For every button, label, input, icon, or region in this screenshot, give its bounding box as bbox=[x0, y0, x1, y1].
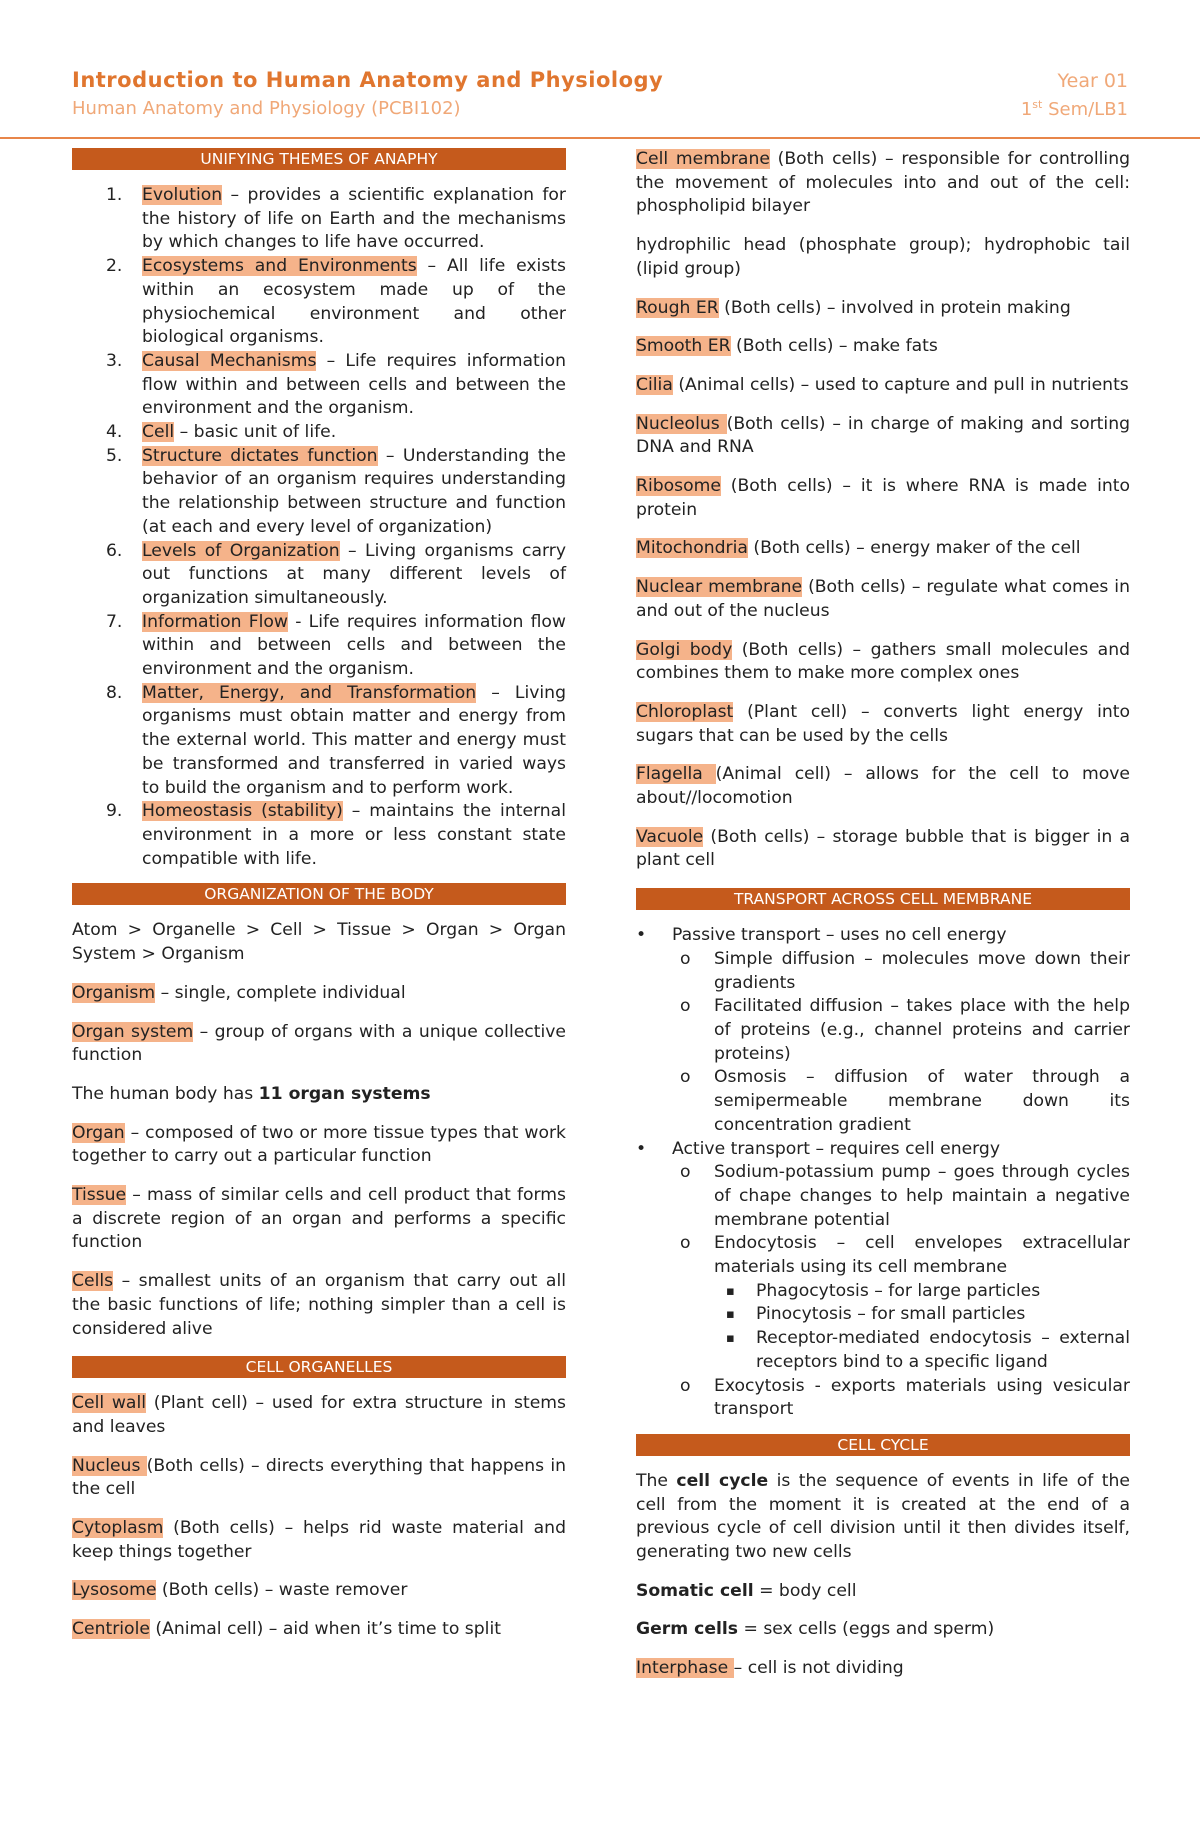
header-divider bbox=[0, 137, 1200, 139]
list-item: 5. Structure dictates function – Understanding the behavior of an organism requires understanding the relationship between structure and function (at each and every level of organization) bbox=[106, 445, 566, 537]
square-bullet-icon: ▪ bbox=[726, 1331, 735, 1347]
cell-cycle-intro: The cell cycle is the sequence of events in life of the cell from the moment it is created at the end of a previous cycle of cell division until it then divides itself, generating two new cells bbox=[636, 1470, 1130, 1563]
term-highlight: Levels of Organization bbox=[142, 540, 340, 561]
section-heading-organelles: CELL ORGANELLES bbox=[72, 1356, 566, 1378]
term-highlight: Homeostasis (stability) bbox=[142, 801, 343, 822]
list-item: 3. Causal Mechanisms – Life requires information flow within and between cells and between the environment and the organism. bbox=[106, 350, 566, 419]
list-item: o Osmosis – diffusion of water through a semipermeable membrane down its concentration gradient bbox=[680, 1067, 1130, 1135]
term-highlight: Structure dictates function bbox=[142, 445, 378, 466]
organelle-golgi-body: Golgi body (Both cells) – gathers small molecules and combines them to make more complex ones bbox=[636, 639, 1130, 684]
list-item: o Simple diffusion – molecules move down their gradients bbox=[680, 948, 1130, 993]
organelle-mitochondria: Mitochondria (Both cells) – energy maker of the cell bbox=[636, 538, 1081, 559]
bullet-icon: • bbox=[636, 925, 647, 946]
organelle-cell-wall: Cell wall (Plant cell) – used for extra structure in stems and leaves bbox=[72, 1393, 566, 1437]
organelle-nucleolus: Nucleolus (Both cells) – in charge of making and sorting DNA and RNA bbox=[636, 413, 1130, 458]
year-label: Year 01 bbox=[1057, 70, 1128, 92]
organelle-rough-er: Rough ER (Both cells) – involved in protein making bbox=[636, 297, 1071, 318]
term-highlight: Cell bbox=[142, 422, 175, 443]
definition-interphase: Interphase – cell is not dividing bbox=[636, 1658, 904, 1679]
organelle-vacuole: Vacuole (Both cells) – storage bubble that is bigger in a plant cell bbox=[636, 826, 1130, 871]
organelle-flagella: Flagella (Animal cell) – allows for the cell to move about//locomotion bbox=[636, 764, 1130, 809]
list-item: 2. Ecosystems and Environments – All life exists within an ecosystem made up of the physiochemical environment and other biological organisms. bbox=[106, 256, 566, 348]
circle-bullet-icon: o bbox=[680, 1375, 691, 1396]
organ-system-count: The human body has 11 organ systems bbox=[72, 1083, 431, 1104]
circle-bullet-icon: o bbox=[680, 1233, 691, 1254]
organelle-ribosome: Ribosome (Both cells) – it is where RNA is made into protein bbox=[636, 476, 1130, 520]
list-item: 6. Levels of Organization – Living organisms carry out functions at many different levels of organization simultaneously. bbox=[106, 540, 566, 608]
semester-label: 1st Sem/LB1 bbox=[1020, 98, 1128, 120]
definition-organ-system: Organ system – group of organs with a unique collective function bbox=[72, 1021, 567, 1066]
unifying-themes-list bbox=[72, 184, 566, 871]
bilayer-note: hydrophilic head (phosphate group); hydrophobic tail (lipid group) bbox=[636, 235, 1130, 279]
section-heading-organization: ORGANIZATION OF THE BODY bbox=[72, 883, 566, 905]
list-item: 8. Matter, Energy, and Transformation – Living organisms must obtain matter and energy from the external world. This matter and energy must be transformed and transferred in varied ways to build the organism and to perform work. bbox=[106, 682, 566, 798]
list-item: 9. Homeostasis (stability) – maintains the internal environment in a more or less constant state compatible with life. bbox=[106, 801, 566, 869]
definition-somatic-cell: Somatic cell = body cell bbox=[636, 1580, 857, 1601]
organelle-nucleus: Nucleus (Both cells) – directs everything that happens in the cell bbox=[72, 1455, 566, 1500]
circle-bullet-icon: o bbox=[680, 948, 691, 969]
list-item: ▪ Phagocytosis – for large particles bbox=[714, 1280, 1130, 1304]
organelle-cytoplasm: Cytoplasm (Both cells) – helps rid waste material and keep things together bbox=[72, 1518, 566, 1562]
organelle-nuclear-membrane: Nuclear membrane (Both cells) – regulate what comes in and out of the nucleus bbox=[636, 577, 1130, 621]
bullet-icon: • bbox=[636, 1138, 647, 1159]
list-item: • Active transport – requires cell energy o Sodium-potassium pump – goes through cycles of chape changes to help maintain a negative membrane potential o Endocytosis – cell envelopes extracellular materials using its cell membrane ▪ Phagocytosis – for large particles ▪ Pinocytosis – for small particles ▪ Receptor-mediated endocytosis – external receptors bind to a specific ligand o Exocytosis - exports materials using vesicular transport bbox=[636, 1138, 1130, 1422]
list-item: ▪ Pinocytosis – for small particles bbox=[714, 1303, 1130, 1327]
definition-organism: Organism – single, complete individual bbox=[72, 982, 406, 1003]
list-item: o Sodium-potassium pump – goes through cycles of chape changes to help maintain a negative membrane potential bbox=[680, 1162, 1130, 1230]
list-item: o Facilitated diffusion – takes place with the help of proteins (e.g., channel proteins and carrier proteins) bbox=[680, 996, 1130, 1064]
circle-bullet-icon: o bbox=[680, 1067, 691, 1088]
square-bullet-icon: ▪ bbox=[726, 1307, 735, 1323]
list-item: 4. Cell – basic unit of life. bbox=[106, 422, 337, 443]
organelle-centriole: Centriole (Animal cell) – aid when it’s time to split bbox=[72, 1619, 501, 1640]
term-highlight: Evolution bbox=[142, 185, 223, 205]
transport-list bbox=[636, 924, 1130, 1422]
organization-chain: Atom > Organelle > Cell > Tissue > Organ > Organ System > Organism bbox=[72, 920, 566, 965]
definition-tissue: Tissue – mass of similar cells and cell product that forms a discrete region of an organ and performs a specific function bbox=[72, 1185, 566, 1253]
left-column bbox=[72, 148, 566, 1657]
course-title: Introduction to Human Anatomy and Physiology bbox=[72, 68, 664, 92]
list-item: 7. Information Flow - Life requires information flow within and between cells and between the environment and the organism. bbox=[106, 611, 566, 680]
organelle-smooth-er: Smooth ER (Both cells) – make fats bbox=[636, 336, 938, 357]
section-heading-cell-cycle: CELL CYCLE bbox=[636, 1434, 1130, 1456]
organelle-cell-membrane: Cell membrane (Both cells) – responsible for controlling the movement of molecules into and out of the cell: phospholipid bilayer bbox=[636, 149, 1130, 217]
term-highlight: Matter, Energy, and Transformation bbox=[142, 682, 477, 703]
course-code: Human Anatomy and Physiology (PCBI102) bbox=[72, 98, 461, 119]
organelle-cilia: Cilia (Animal cells) – used to capture and pull in nutrients bbox=[636, 374, 1129, 395]
section-heading-transport: TRANSPORT ACROSS CELL MEMBRANE bbox=[636, 888, 1130, 910]
term-highlight: Information Flow bbox=[142, 611, 288, 632]
list-item: ▪ Receptor-mediated endocytosis – external receptors bind to a specific ligand bbox=[726, 1328, 1130, 1372]
page-header bbox=[72, 68, 1128, 132]
list-item: • Passive transport – uses no cell energy o Simple diffusion – molecules move down their gradients o Facilitated diffusion – takes place with the help of proteins (e.g., channel proteins and carrier proteins) o Osmosis – diffusion of water through a semipermeable membrane down its concentration gradient bbox=[636, 924, 1130, 1137]
circle-bullet-icon: o bbox=[680, 1162, 691, 1183]
list-item: 1. Evolution – provides a scientific explanation for the history of life on Earth and the mechanisms by which changes to life have occurred. bbox=[106, 185, 566, 253]
organelle-chloroplast: Chloroplast (Plant cell) – converts light energy into sugars that can be used by the cells bbox=[636, 701, 1130, 746]
definition-germ-cells: Germ cells = sex cells (eggs and sperm) bbox=[636, 1619, 995, 1640]
square-bullet-icon: ▪ bbox=[726, 1283, 735, 1299]
circle-bullet-icon: o bbox=[680, 996, 691, 1017]
definition-cells: Cells – smallest units of an organism that carry out all the basic functions of life; nothing simpler than a cell is considered alive bbox=[72, 1271, 566, 1339]
right-column bbox=[636, 148, 1130, 1696]
section-heading-unifying: UNIFYING THEMES OF ANAPHY bbox=[72, 148, 566, 170]
term-highlight: Causal Mechanisms bbox=[142, 350, 317, 371]
list-item: o Endocytosis – cell envelopes extracellular materials using its cell membrane ▪ Phagocytosis – for large particles ▪ Pinocytosis – for small particles ▪ Receptor-mediated endocytosis – external receptors bind to a specific ligand bbox=[672, 1232, 1130, 1374]
definition-organ: Organ – composed of two or more tissue types that work together to carry out a particular function bbox=[72, 1122, 566, 1167]
term-highlight: Ecosystems and Environments bbox=[142, 256, 417, 277]
organelle-lysosome: Lysosome (Both cells) – waste remover bbox=[72, 1580, 408, 1601]
list-item: o Exocytosis - exports materials using vesicular transport bbox=[680, 1375, 1130, 1420]
